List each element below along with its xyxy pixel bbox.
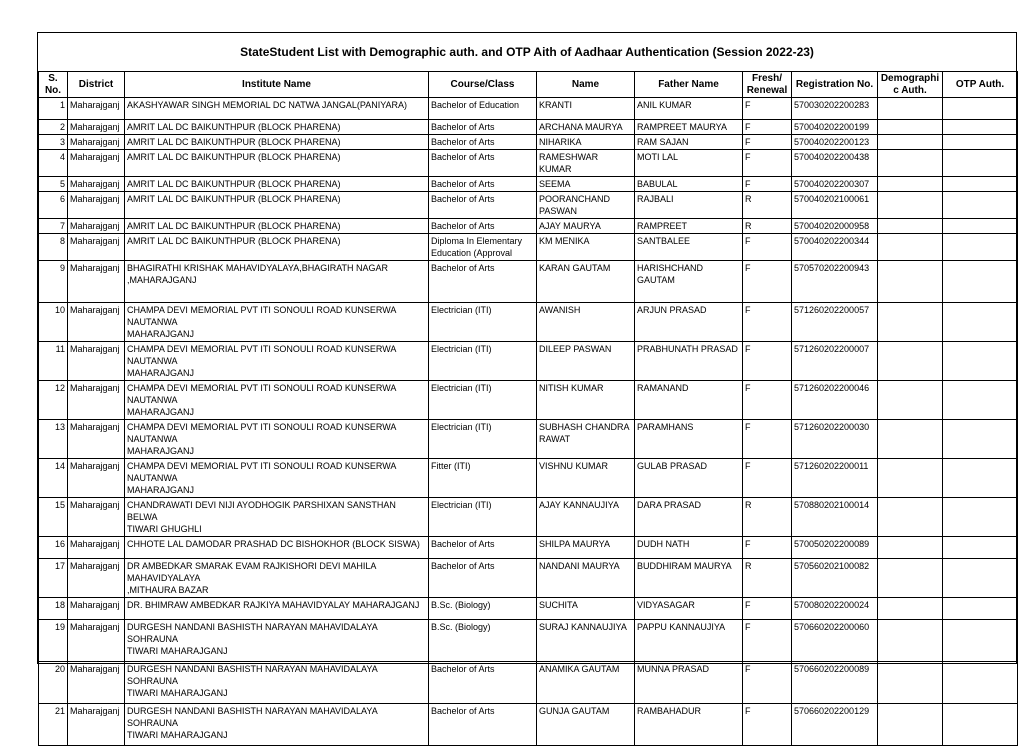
cell-course: Fitter (ITI) xyxy=(429,459,537,498)
cell-district: Maharajganj xyxy=(68,620,125,662)
cell-sno: 6 xyxy=(39,192,68,219)
cell-institute: CHAMPA DEVI MEMORIAL PVT ITI SONOULI ROAD KUNSERWA NAUTANWA MAHARAJGANJ xyxy=(125,420,429,459)
cell-name: SEEMA xyxy=(537,177,635,192)
cell-name: SUCHITA xyxy=(537,598,635,620)
cell-sno: 11 xyxy=(39,342,68,381)
cell-institute: CHAMPA DEVI MEMORIAL PVT ITI SONOULI ROAD KUNSERWA NAUTANWA MAHARAJGANJ xyxy=(125,381,429,420)
cell-demographic xyxy=(878,420,943,459)
cell-institute: DURGESH NANDANI BASHISTH NARAYAN MAHAVIDALAYA SOHRAUNA TIWARI MAHARAJGANJ xyxy=(125,704,429,746)
cell-father: RAMPREET MAURYA xyxy=(635,120,743,135)
table-row xyxy=(39,537,1018,559)
cell-name: SURAJ KANNAUJIYA xyxy=(537,620,635,662)
cell-fresh-renewal: F xyxy=(743,381,792,420)
cell-otp xyxy=(943,342,1018,381)
cell-course: Electrician (ITI) xyxy=(429,342,537,381)
cell-name: DILEEP PASWAN xyxy=(537,342,635,381)
cell-otp xyxy=(943,219,1018,234)
cell-sno: 18 xyxy=(39,598,68,620)
cell-course: Bachelor of Arts xyxy=(429,559,537,598)
cell-fresh-renewal: F xyxy=(743,98,792,120)
table-row xyxy=(39,192,1018,219)
cell-name: SUBHASH CHANDRA RAWAT xyxy=(537,420,635,459)
cell-fresh-renewal: R xyxy=(743,559,792,598)
cell-fresh-renewal: F xyxy=(743,120,792,135)
cell-otp xyxy=(943,381,1018,420)
cell-sno: 16 xyxy=(39,537,68,559)
cell-institute: AMRIT LAL DC BAIKUNTHPUR (BLOCK PHARENA) xyxy=(125,120,429,135)
cell-sno: 5 xyxy=(39,177,68,192)
cell-institute: DURGESH NANDANI BASHISTH NARAYAN MAHAVIDALAYA SOHRAUNA TIWARI MAHARAJGANJ xyxy=(125,662,429,704)
cell-name: AJAY MAURYA xyxy=(537,219,635,234)
table-row xyxy=(39,234,1018,261)
cell-institute: AMRIT LAL DC BAIKUNTHPUR (BLOCK PHARENA) xyxy=(125,192,429,219)
col-sno: S. No. xyxy=(39,72,68,98)
cell-institute: AKASHYAWAR SINGH MEMORIAL DC NATWA JANGAL(PANIYARA) xyxy=(125,98,429,120)
cell-fresh-renewal: R xyxy=(743,192,792,219)
table-row xyxy=(39,120,1018,135)
cell-registration: 570030202200283 xyxy=(792,98,878,120)
cell-sno: 9 xyxy=(39,261,68,303)
cell-registration: 570040202200344 xyxy=(792,234,878,261)
cell-demographic xyxy=(878,135,943,150)
table-row xyxy=(39,342,1018,381)
cell-registration: 570040202000958 xyxy=(792,219,878,234)
cell-demographic xyxy=(878,98,943,120)
cell-district: Maharajganj xyxy=(68,261,125,303)
table-row xyxy=(39,303,1018,342)
cell-otp xyxy=(943,620,1018,662)
cell-district: Maharajganj xyxy=(68,342,125,381)
cell-course: Bachelor of Arts xyxy=(429,219,537,234)
col-registration: Registration No. xyxy=(792,72,878,98)
cell-father: PAPPU KANNAUJIYA xyxy=(635,620,743,662)
cell-institute: DR. BHIMRAW AMBEDKAR RAJKIYA MAHAVIDYALAY MAHARAJGANJ xyxy=(125,598,429,620)
cell-registration: 571260202200030 xyxy=(792,420,878,459)
cell-name: NANDANI MAURYA xyxy=(537,559,635,598)
cell-sno: 1 xyxy=(39,98,68,120)
cell-fresh-renewal: F xyxy=(743,704,792,746)
cell-otp xyxy=(943,704,1018,746)
cell-fresh-renewal: F xyxy=(743,537,792,559)
cell-institute: AMRIT LAL DC BAIKUNTHPUR (BLOCK PHARENA) xyxy=(125,150,429,177)
cell-fresh-renewal: F xyxy=(743,135,792,150)
cell-otp xyxy=(943,498,1018,537)
cell-course: Electrician (ITI) xyxy=(429,498,537,537)
cell-demographic xyxy=(878,620,943,662)
cell-demographic xyxy=(878,150,943,177)
cell-demographic xyxy=(878,219,943,234)
cell-fresh-renewal: F xyxy=(743,177,792,192)
cell-registration: 570560202100082 xyxy=(792,559,878,598)
cell-father: DUDH NATH xyxy=(635,537,743,559)
cell-registration: 570660202200089 xyxy=(792,662,878,704)
cell-institute: AMRIT LAL DC BAIKUNTHPUR (BLOCK PHARENA) xyxy=(125,219,429,234)
cell-registration: 570040202200438 xyxy=(792,150,878,177)
cell-fresh-renewal: F xyxy=(743,459,792,498)
cell-sno: 8 xyxy=(39,234,68,261)
cell-father: BUDDHIRAM MAURYA xyxy=(635,559,743,598)
cell-demographic xyxy=(878,303,943,342)
cell-course: Bachelor of Arts xyxy=(429,704,537,746)
cell-father: RAMBAHADUR xyxy=(635,704,743,746)
cell-registration: 571260202200046 xyxy=(792,381,878,420)
table-row xyxy=(39,219,1018,234)
table-row xyxy=(39,381,1018,420)
cell-registration: 570570202200943 xyxy=(792,261,878,303)
cell-course: B.Sc. (Biology) xyxy=(429,598,537,620)
cell-demographic xyxy=(878,261,943,303)
cell-demographic xyxy=(878,537,943,559)
cell-father: ANIL KUMAR xyxy=(635,98,743,120)
cell-demographic xyxy=(878,177,943,192)
cell-registration: 570080202200024 xyxy=(792,598,878,620)
cell-registration: 570040202200199 xyxy=(792,120,878,135)
cell-father: RAMPREET xyxy=(635,219,743,234)
cell-father: GULAB PRASAD xyxy=(635,459,743,498)
cell-institute: CHAMPA DEVI MEMORIAL PVT ITI SONOULI ROAD KUNSERWA NAUTANWA MAHARAJGANJ xyxy=(125,459,429,498)
cell-sno: 21 xyxy=(39,704,68,746)
cell-otp xyxy=(943,234,1018,261)
cell-name: KM MENIKA xyxy=(537,234,635,261)
table-row xyxy=(39,498,1018,537)
cell-father: MUNNA PRASAD xyxy=(635,662,743,704)
table-row xyxy=(39,98,1018,120)
cell-institute: CHAMPA DEVI MEMORIAL PVT ITI SONOULI ROAD KUNSERWA NAUTANWA MAHARAJGANJ xyxy=(125,303,429,342)
cell-sno: 13 xyxy=(39,420,68,459)
cell-otp xyxy=(943,98,1018,120)
cell-sno: 2 xyxy=(39,120,68,135)
cell-institute: BHAGIRATHI KRISHAK MAHAVIDYALAYA,BHAGIRATH NAGAR ,MAHARAJGANJ xyxy=(125,261,429,303)
table-row xyxy=(39,598,1018,620)
cell-otp xyxy=(943,420,1018,459)
cell-name: NIHARIKA xyxy=(537,135,635,150)
cell-father: VIDYASAGAR xyxy=(635,598,743,620)
table-row xyxy=(39,150,1018,177)
cell-district: Maharajganj xyxy=(68,598,125,620)
cell-demographic xyxy=(878,559,943,598)
cell-registration: 571260202200007 xyxy=(792,342,878,381)
cell-institute: AMRIT LAL DC BAIKUNTHPUR (BLOCK PHARENA) xyxy=(125,135,429,150)
cell-otp xyxy=(943,303,1018,342)
cell-fresh-renewal: F xyxy=(743,342,792,381)
cell-name: KRANTI xyxy=(537,98,635,120)
cell-demographic xyxy=(878,381,943,420)
cell-institute: DR AMBEDKAR SMARAK EVAM RAJKISHORI DEVI MAHILA MAHAVIDYALAYA ,MITHAURA BAZAR xyxy=(125,559,429,598)
cell-demographic xyxy=(878,662,943,704)
cell-institute: DURGESH NANDANI BASHISTH NARAYAN MAHAVIDALAYA SOHRAUNA TIWARI MAHARAJGANJ xyxy=(125,620,429,662)
cell-course: Bachelor of Arts xyxy=(429,150,537,177)
table-row xyxy=(39,261,1018,303)
cell-registration: 570040202200123 xyxy=(792,135,878,150)
cell-otp xyxy=(943,177,1018,192)
cell-district: Maharajganj xyxy=(68,135,125,150)
cell-fresh-renewal: F xyxy=(743,303,792,342)
cell-otp xyxy=(943,192,1018,219)
cell-name: AWANISH xyxy=(537,303,635,342)
cell-institute: CHAMPA DEVI MEMORIAL PVT ITI SONOULI ROAD KUNSERWA NAUTANWA MAHARAJGANJ xyxy=(125,342,429,381)
cell-demographic xyxy=(878,342,943,381)
cell-demographic xyxy=(878,704,943,746)
cell-father: SANTBALEE xyxy=(635,234,743,261)
cell-otp xyxy=(943,459,1018,498)
cell-otp xyxy=(943,135,1018,150)
document-title: StateStudent List with Demographic auth. and OTP Aith of Aadhaar Authentication (Session 2022-23) xyxy=(240,45,814,59)
cell-fresh-renewal: R xyxy=(743,498,792,537)
cell-registration: 570660202200060 xyxy=(792,620,878,662)
cell-institute: AMRIT LAL DC BAIKUNTHPUR (BLOCK PHARENA) xyxy=(125,234,429,261)
cell-sno: 7 xyxy=(39,219,68,234)
cell-fresh-renewal: F xyxy=(743,620,792,662)
cell-course: Bachelor of Arts xyxy=(429,120,537,135)
cell-institute: CHHOTE LAL DAMODAR PRASHAD DC BISHOKHOR (BLOCK SISWA) xyxy=(125,537,429,559)
cell-district: Maharajganj xyxy=(68,150,125,177)
cell-course: Bachelor of Arts xyxy=(429,662,537,704)
cell-registration: 570050202200089 xyxy=(792,537,878,559)
cell-fresh-renewal: F xyxy=(743,234,792,261)
cell-name: VISHNU KUMAR xyxy=(537,459,635,498)
cell-sno: 19 xyxy=(39,620,68,662)
table-row xyxy=(39,559,1018,598)
cell-registration: 571260202200057 xyxy=(792,303,878,342)
cell-fresh-renewal: F xyxy=(743,598,792,620)
cell-sno: 4 xyxy=(39,150,68,177)
cell-otp xyxy=(943,598,1018,620)
cell-sno: 20 xyxy=(39,662,68,704)
cell-course: Bachelor of Education xyxy=(429,98,537,120)
cell-course: Electrician (ITI) xyxy=(429,420,537,459)
cell-registration: 570660202200129 xyxy=(792,704,878,746)
cell-course: Bachelor of Arts xyxy=(429,177,537,192)
col-name: Name xyxy=(537,72,635,98)
cell-course: Diploma In Elementary Education (Approval xyxy=(429,234,537,261)
cell-fresh-renewal: F xyxy=(743,662,792,704)
cell-course: Bachelor of Arts xyxy=(429,135,537,150)
cell-father: RAJBALI xyxy=(635,192,743,219)
table-row xyxy=(39,177,1018,192)
cell-course: Bachelor of Arts xyxy=(429,261,537,303)
cell-sno: 3 xyxy=(39,135,68,150)
cell-district: Maharajganj xyxy=(68,303,125,342)
cell-course: Electrician (ITI) xyxy=(429,303,537,342)
table-row xyxy=(39,135,1018,150)
cell-demographic xyxy=(878,234,943,261)
cell-fresh-renewal: F xyxy=(743,150,792,177)
cell-name: GUNJA GAUTAM xyxy=(537,704,635,746)
cell-father: HARISHCHAND GAUTAM xyxy=(635,261,743,303)
document-frame xyxy=(37,32,1017,740)
cell-otp xyxy=(943,261,1018,303)
col-fresh-renewal: Fresh/ Renewal xyxy=(743,72,792,98)
cell-district: Maharajganj xyxy=(68,120,125,135)
cell-father: PARAMHANS xyxy=(635,420,743,459)
cell-father: BABULAL xyxy=(635,177,743,192)
cell-registration: 570880202100014 xyxy=(792,498,878,537)
cell-name: RAMESHWAR KUMAR xyxy=(537,150,635,177)
cell-district: Maharajganj xyxy=(68,459,125,498)
cell-demographic xyxy=(878,459,943,498)
col-course: Course/Class xyxy=(429,72,537,98)
cell-district: Maharajganj xyxy=(68,192,125,219)
cell-father: ARJUN PRASAD xyxy=(635,303,743,342)
cell-district: Maharajganj xyxy=(68,704,125,746)
col-otp: OTP Auth. xyxy=(943,72,1018,98)
cell-course: B.Sc. (Biology) xyxy=(429,620,537,662)
cell-father: MOTI LAL xyxy=(635,150,743,177)
col-institute: Institute Name xyxy=(125,72,429,98)
student-table xyxy=(38,71,1018,746)
cell-demographic xyxy=(878,598,943,620)
cell-sno: 17 xyxy=(39,559,68,598)
cell-district: Maharajganj xyxy=(68,234,125,261)
cell-district: Maharajganj xyxy=(68,98,125,120)
cell-otp xyxy=(943,559,1018,598)
cell-course: Electrician (ITI) xyxy=(429,381,537,420)
cell-institute: CHANDRAWATI DEVI NIJI AYODHOGIK PARSHIXAN SANSTHAN BELWA TIWARI GHUGHLI xyxy=(125,498,429,537)
cell-district: Maharajganj xyxy=(68,177,125,192)
cell-otp xyxy=(943,120,1018,135)
col-father: Father Name xyxy=(635,72,743,98)
cell-sno: 15 xyxy=(39,498,68,537)
cell-name: SHILPA MAURYA xyxy=(537,537,635,559)
cell-sno: 14 xyxy=(39,459,68,498)
cell-name: ANAMIKA GAUTAM xyxy=(537,662,635,704)
table-row xyxy=(39,459,1018,498)
cell-father: RAM SAJAN xyxy=(635,135,743,150)
cell-name: KARAN GAUTAM xyxy=(537,261,635,303)
cell-otp xyxy=(943,150,1018,177)
cell-sno: 10 xyxy=(39,303,68,342)
header-row xyxy=(39,72,1018,98)
cell-father: DARA PRASAD xyxy=(635,498,743,537)
cell-name: ARCHANA MAURYA xyxy=(537,120,635,135)
cell-demographic xyxy=(878,192,943,219)
cell-name: AJAY KANNAUJIYA xyxy=(537,498,635,537)
cell-fresh-renewal: R xyxy=(743,219,792,234)
col-district: District xyxy=(68,72,125,98)
cell-institute: AMRIT LAL DC BAIKUNTHPUR (BLOCK PHARENA) xyxy=(125,177,429,192)
table-row xyxy=(39,620,1018,662)
cell-registration: 570040202200307 xyxy=(792,177,878,192)
cell-father: RAMANAND xyxy=(635,381,743,420)
cell-district: Maharajganj xyxy=(68,662,125,704)
cell-father: PRABHUNATH PRASAD xyxy=(635,342,743,381)
cell-sno: 12 xyxy=(39,381,68,420)
cell-district: Maharajganj xyxy=(68,559,125,598)
cell-fresh-renewal: F xyxy=(743,261,792,303)
cell-demographic xyxy=(878,120,943,135)
cell-fresh-renewal: F xyxy=(743,420,792,459)
table-row xyxy=(39,704,1018,746)
table-row xyxy=(39,662,1018,704)
cell-course: Bachelor of Arts xyxy=(429,192,537,219)
cell-demographic xyxy=(878,498,943,537)
cell-registration: 571260202200011 xyxy=(792,459,878,498)
cell-name: NITISH KUMAR xyxy=(537,381,635,420)
cell-otp xyxy=(943,662,1018,704)
cell-district: Maharajganj xyxy=(68,420,125,459)
cell-course: Bachelor of Arts xyxy=(429,537,537,559)
cell-district: Maharajganj xyxy=(68,537,125,559)
cell-district: Maharajganj xyxy=(68,498,125,537)
cell-registration: 570040202100061 xyxy=(792,192,878,219)
cell-otp xyxy=(943,537,1018,559)
cell-district: Maharajganj xyxy=(68,381,125,420)
cell-name: POORANCHAND PASWAN xyxy=(537,192,635,219)
col-demographic: Demographi c Auth. xyxy=(878,72,943,98)
cell-district: Maharajganj xyxy=(68,219,125,234)
table-row xyxy=(39,420,1018,459)
